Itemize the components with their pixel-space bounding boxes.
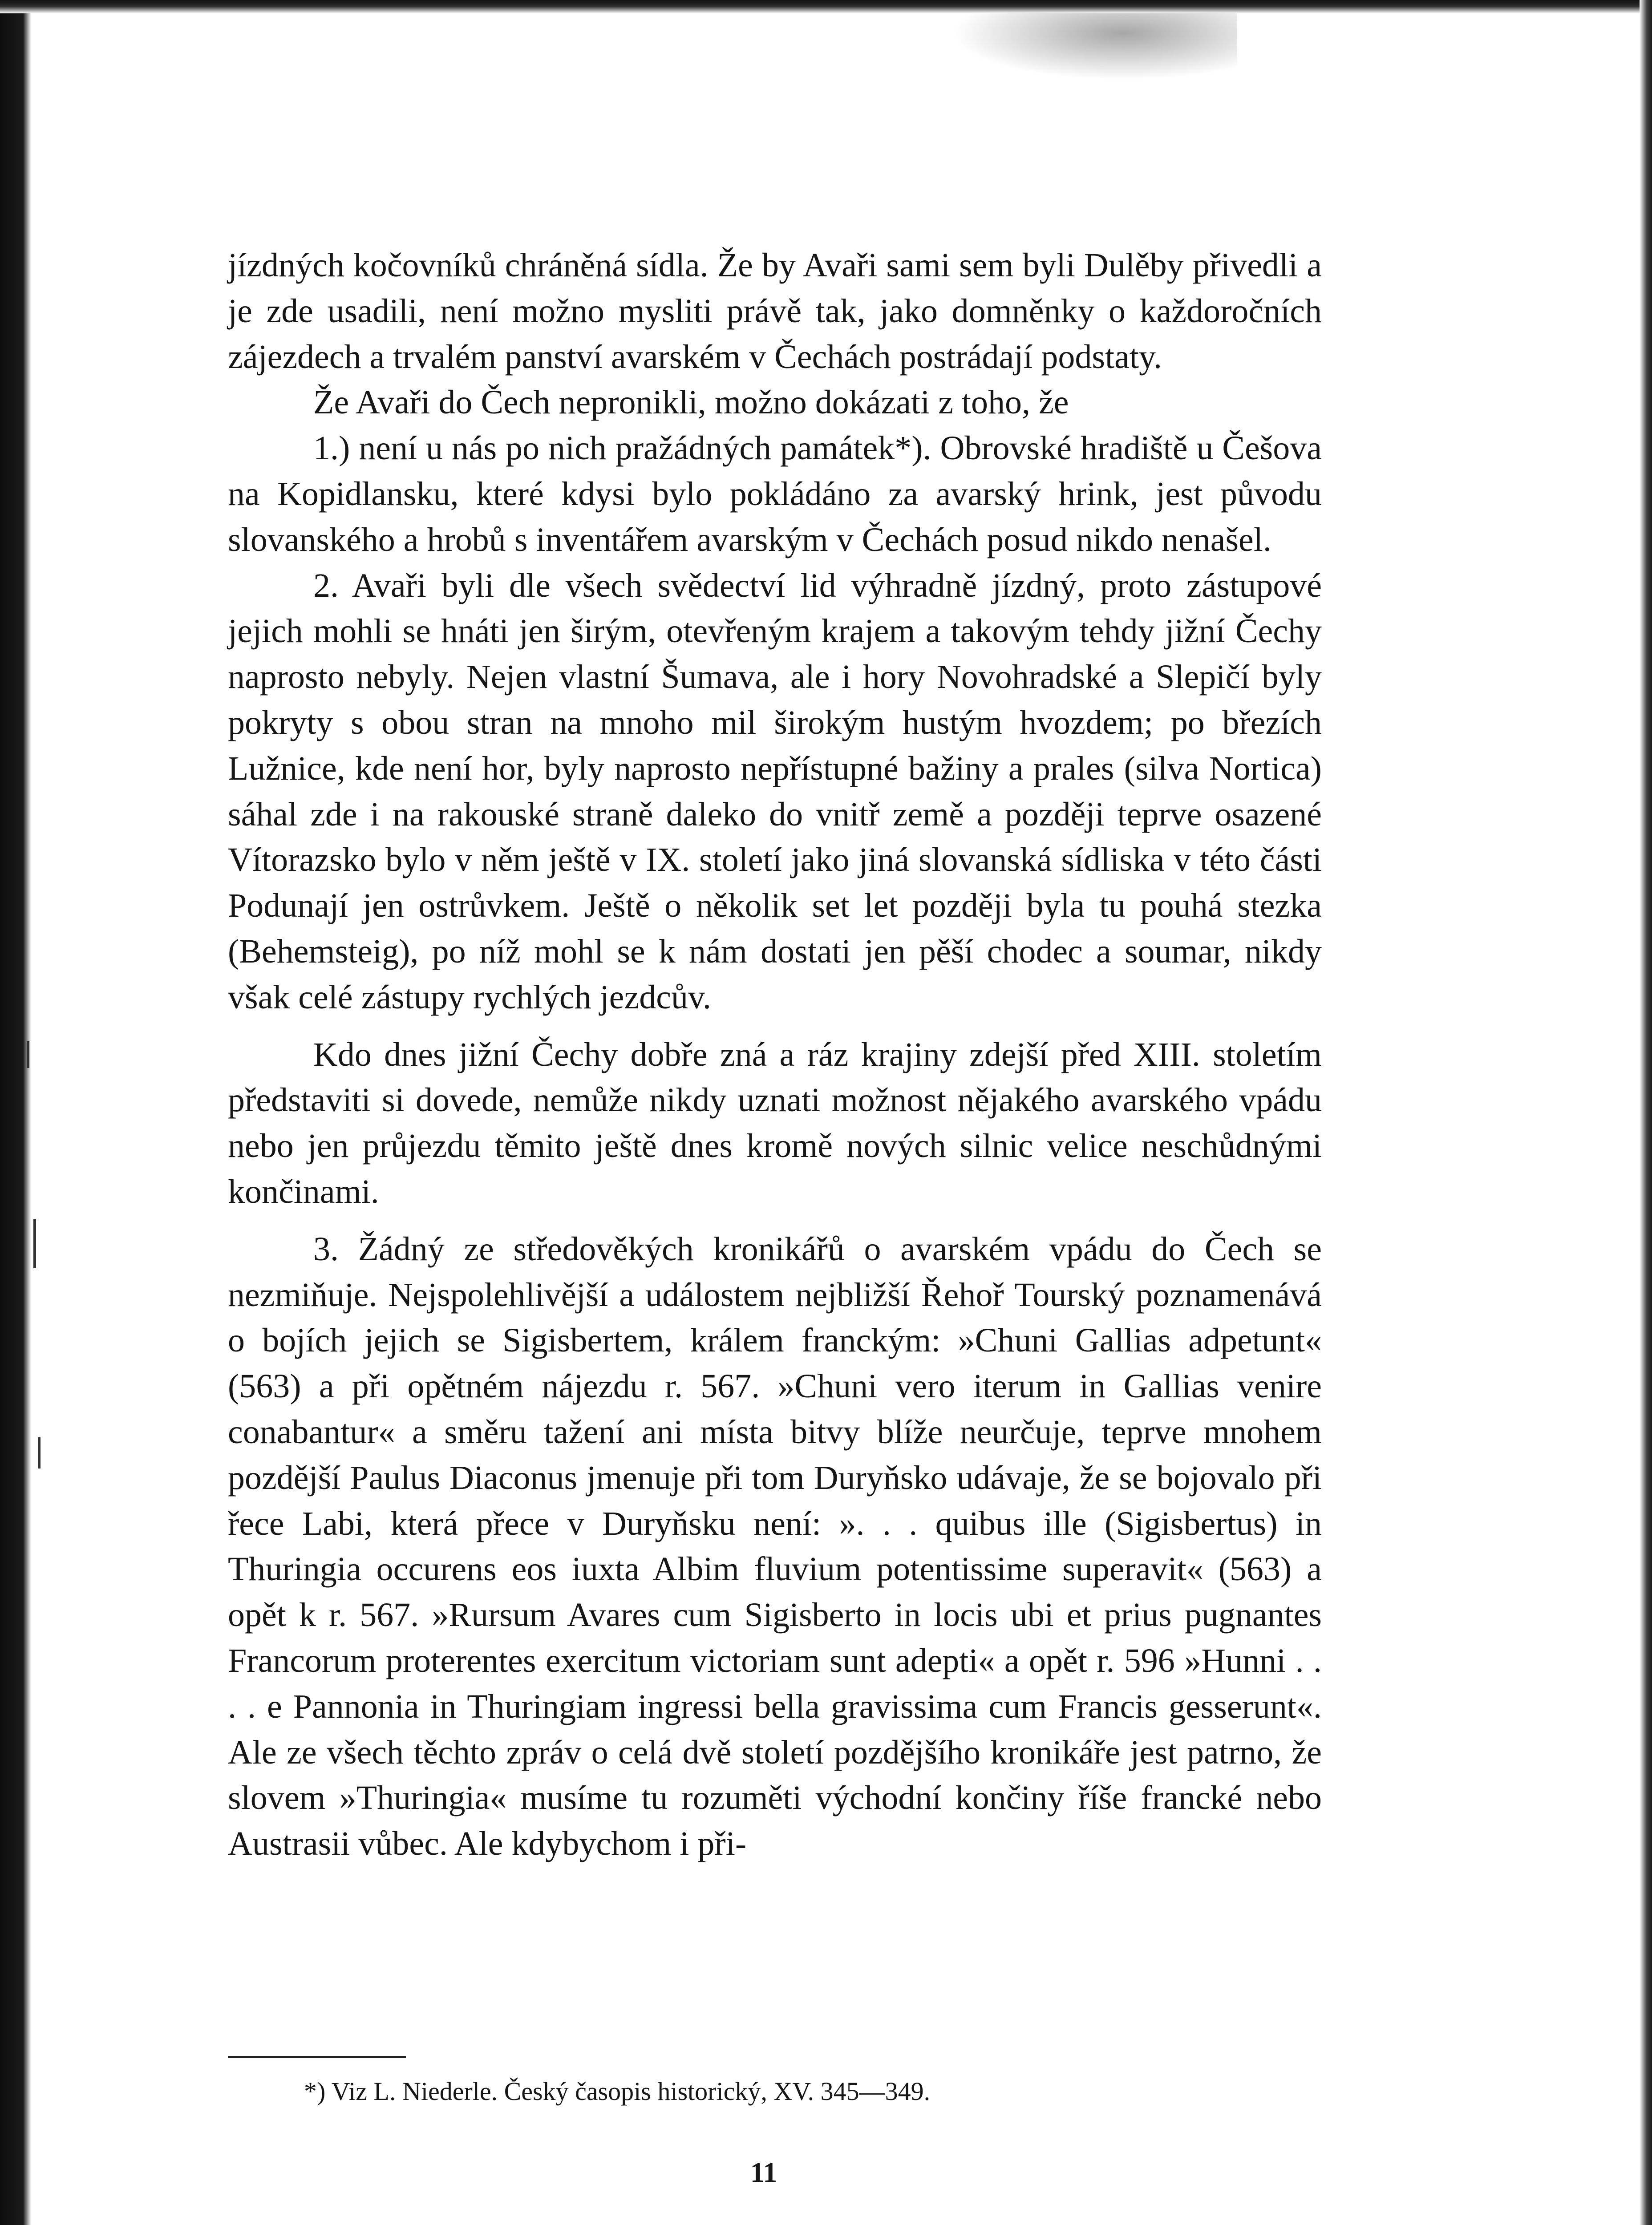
paragraph-5: Kdo dnes jižní Čechy dobře zná a ráz krajiny zdejší před XIII. stoletím představiti si dovede, nemůže nikdy uznati možnost nějakého avarského vpádu nebo jen průjezdu těmito ještě dnes kromě nových silnic velice neschůdnými končinami.: [228, 1036, 1322, 1210]
footnote-rule: [228, 2056, 406, 2058]
paragraph-3: 1.) není u nás po nich pražádných památek*). Obrovské hradiště u Češova na Kopidlansku, které kdysi bylo pokládáno za avarský hrink, jest původu slovanského a hrobů s inventářem avarským v Čechách posud nikdo nenašel.: [228, 429, 1322, 558]
margin-mark: [38, 1437, 40, 1468]
margin-mark: [27, 1041, 29, 1068]
scan-smudge: [952, 13, 1237, 80]
paragraph-4: 2. Avaři byli dle všech svědectví lid výhradně jízdný, proto zástupové jejich mohli se hnáti jen širým, otevřeným krajem a takovým tehdy jižní Čechy naprosto nebyly. Nejen vlastní Šumava, ale i hory Novohradské a Slepičí byly pokryty s obou stran na mnoho mil širokým hustým hvozdem; po březích Lužnice, kde není hor, byly naprosto nepřístupné bažiny a prales (silva Nortica) sáhal zde i na rakouské straně daleko do vnitř země a později teprve osazené Vítorazsko bylo v něm ještě v IX. století jako jiná slovanská sídliska v této části Podunají jen ostrůvkem. Ještě o několik set let později byla tu pouhá stezka (Behemsteig), po níž mohl se k nám dostati jen pěší chodec a soumar, nikdy však celé zástupy rychlých jezdcův.: [228, 566, 1322, 1016]
paragraph-1: jízdných kočovníků chráněná sídla. Že by Avaři sami sem byli Dulěby přivedli a je zde usadili, není možno mysliti právě tak, jako domněnky o každoročních zájezdech a trvalém panství avarském v Čechách postrádají podstaty.: [228, 247, 1322, 376]
body-text: [228, 243, 1322, 1867]
margin-mark: [33, 1219, 36, 1268]
scan-edge-left: [0, 0, 31, 2225]
page-number: 11: [750, 2156, 777, 2188]
paragraph-6: 3. Žádný ze středověkých kronikářů o avarském vpádu do Čech se nezmiňuje. Nejspolehlivější a událostem nejbližší Řehoř Tourský poznamenává o bojích jejich se Sigisbertem, králem franckým: »Chuni Gallias adpetunt« (563) a při opětném nájezdu r. 567. »Chuni vero iterum in Gallias venire conabantur« a směru tažení ani místa bitvy blíže neurčuje, teprve mnohem pozdější Paulus Diaconus jmenuje při tom Duryňsko udávaje, že se bojovalo při řece Labi, která přece v Duryňsku není: ». . . quibus ille (Sigisbertus) in Thuringia occurens eos iuxta Albim fluvium potentissime superavit« (563) a opět k r. 567. »Rursum Avares cum Sigisberto in locis ubi et prius pugnantes Francorum proterentes exercitum victoriam sunt adepti« a opět r. 596 »Hunni . . . . e Pannonia in Thuringiam ingressi bella gravissima cum Francis gesserunt«. Ale ze všech těchto zpráv o celá dvě století pozdějšího kronikáře jest patrno, že slovem »Thuringia« musíme tu rozuměti východní končiny říše francké nebo Austrasii vůbec. Ale kdybychom i při-: [228, 1230, 1322, 1863]
paragraph-2: Že Avaři do Čech nepronikli, možno dokázati z toho, že: [313, 384, 1069, 421]
scan-edge-top: [0, 0, 1652, 13]
footnote: *) Viz L. Niederle. Český časopis historický, XV. 345—349.: [304, 2077, 931, 2106]
scan-edge-right: [1640, 0, 1652, 2225]
